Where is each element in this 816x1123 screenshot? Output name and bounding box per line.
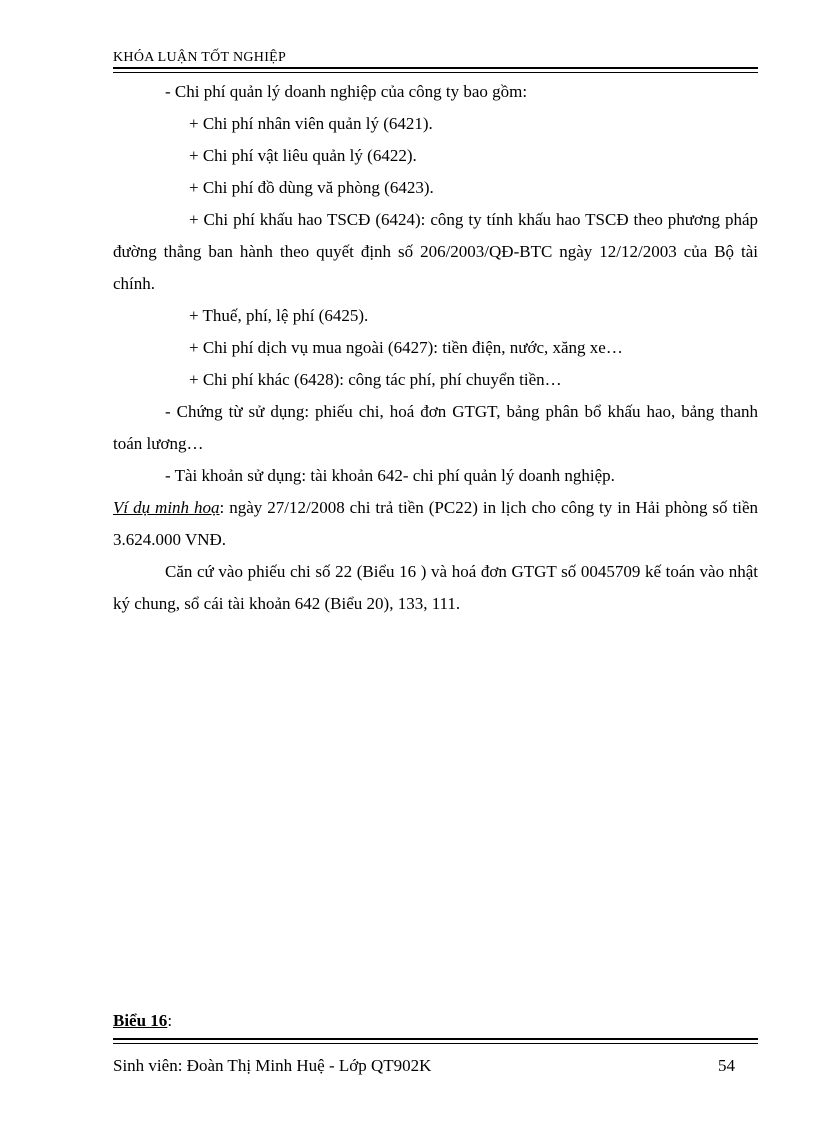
paragraph-documents-used: - Chứng từ sử dụng: phiếu chi, hoá đơn GTGT, bảng phân bổ khấu hao, bảng thanh toán lương… (113, 402, 758, 453)
footer-rule (113, 1038, 758, 1044)
exhibit-colon: : (167, 1011, 173, 1030)
paragraph-posting-basis: Căn cứ vào phiếu chi số 22 (Biểu 16 ) và hoá đơn GTGT số 0045709 kế toán vào nhật ký chung, sổ cái tài khoản 642 (Biểu 20), 133, 111. (113, 562, 758, 613)
running-header-title: KHÓA LUẬN TỐT NGHIỆP (113, 50, 287, 65)
exhibit-caption (113, 1011, 172, 1031)
list-item-staff-cost: + Chi phí nhân viên quản lý (6421). (189, 114, 433, 133)
exhibit-label: Biểu 16 (113, 1011, 168, 1030)
page-number: 54 (718, 1056, 735, 1075)
document-body (113, 76, 758, 620)
list-item-depreciation: + Chi phí khấu hao TSCĐ (6424): công ty tính khấu hao TSCĐ theo phương pháp đường thẳng ban hành theo quyết định số 206/2003/QĐ-BTC ngày 12/12/2003 của Bộ tài chính. (113, 210, 758, 293)
list-item-office-supplies: + Chi phí đồ dùng vă phòng (6423). (189, 178, 434, 197)
paragraph-account-used: - Tài khoản sử dụng: tài khoản 642- chi phí quản lý doanh nghiệp. (165, 466, 615, 485)
paragraph-example (113, 492, 758, 556)
list-item-outsourced-services: + Chi phí dịch vụ mua ngoài (6427): tiền điện, nước, xăng xe… (189, 338, 623, 357)
paragraph-expense-intro: - Chi phí quản lý doanh nghiệp của công ty bao gồm: (165, 82, 528, 101)
list-item-taxes-fees: + Thuế, phí, lệ phí (6425). (189, 306, 369, 325)
example-label: Ví dụ minh hoạ (113, 498, 220, 517)
example-text: : ngày 27/12/2008 chi trả tiền (PC22) in lịch cho công ty in Hải phòng số tiền 3.624.000 VNĐ. (113, 498, 758, 549)
footer-student-info: Sinh viên: Đoàn Thị Minh Huệ - Lớp QT902K (113, 1056, 432, 1075)
list-item-other-costs: + Chi phí khác (6428): công tác phí, phí chuyển tiền… (189, 370, 562, 389)
header-rule (113, 67, 758, 73)
list-item-material-cost: + Chi phí vật liêu quản lý (6422). (189, 146, 417, 165)
